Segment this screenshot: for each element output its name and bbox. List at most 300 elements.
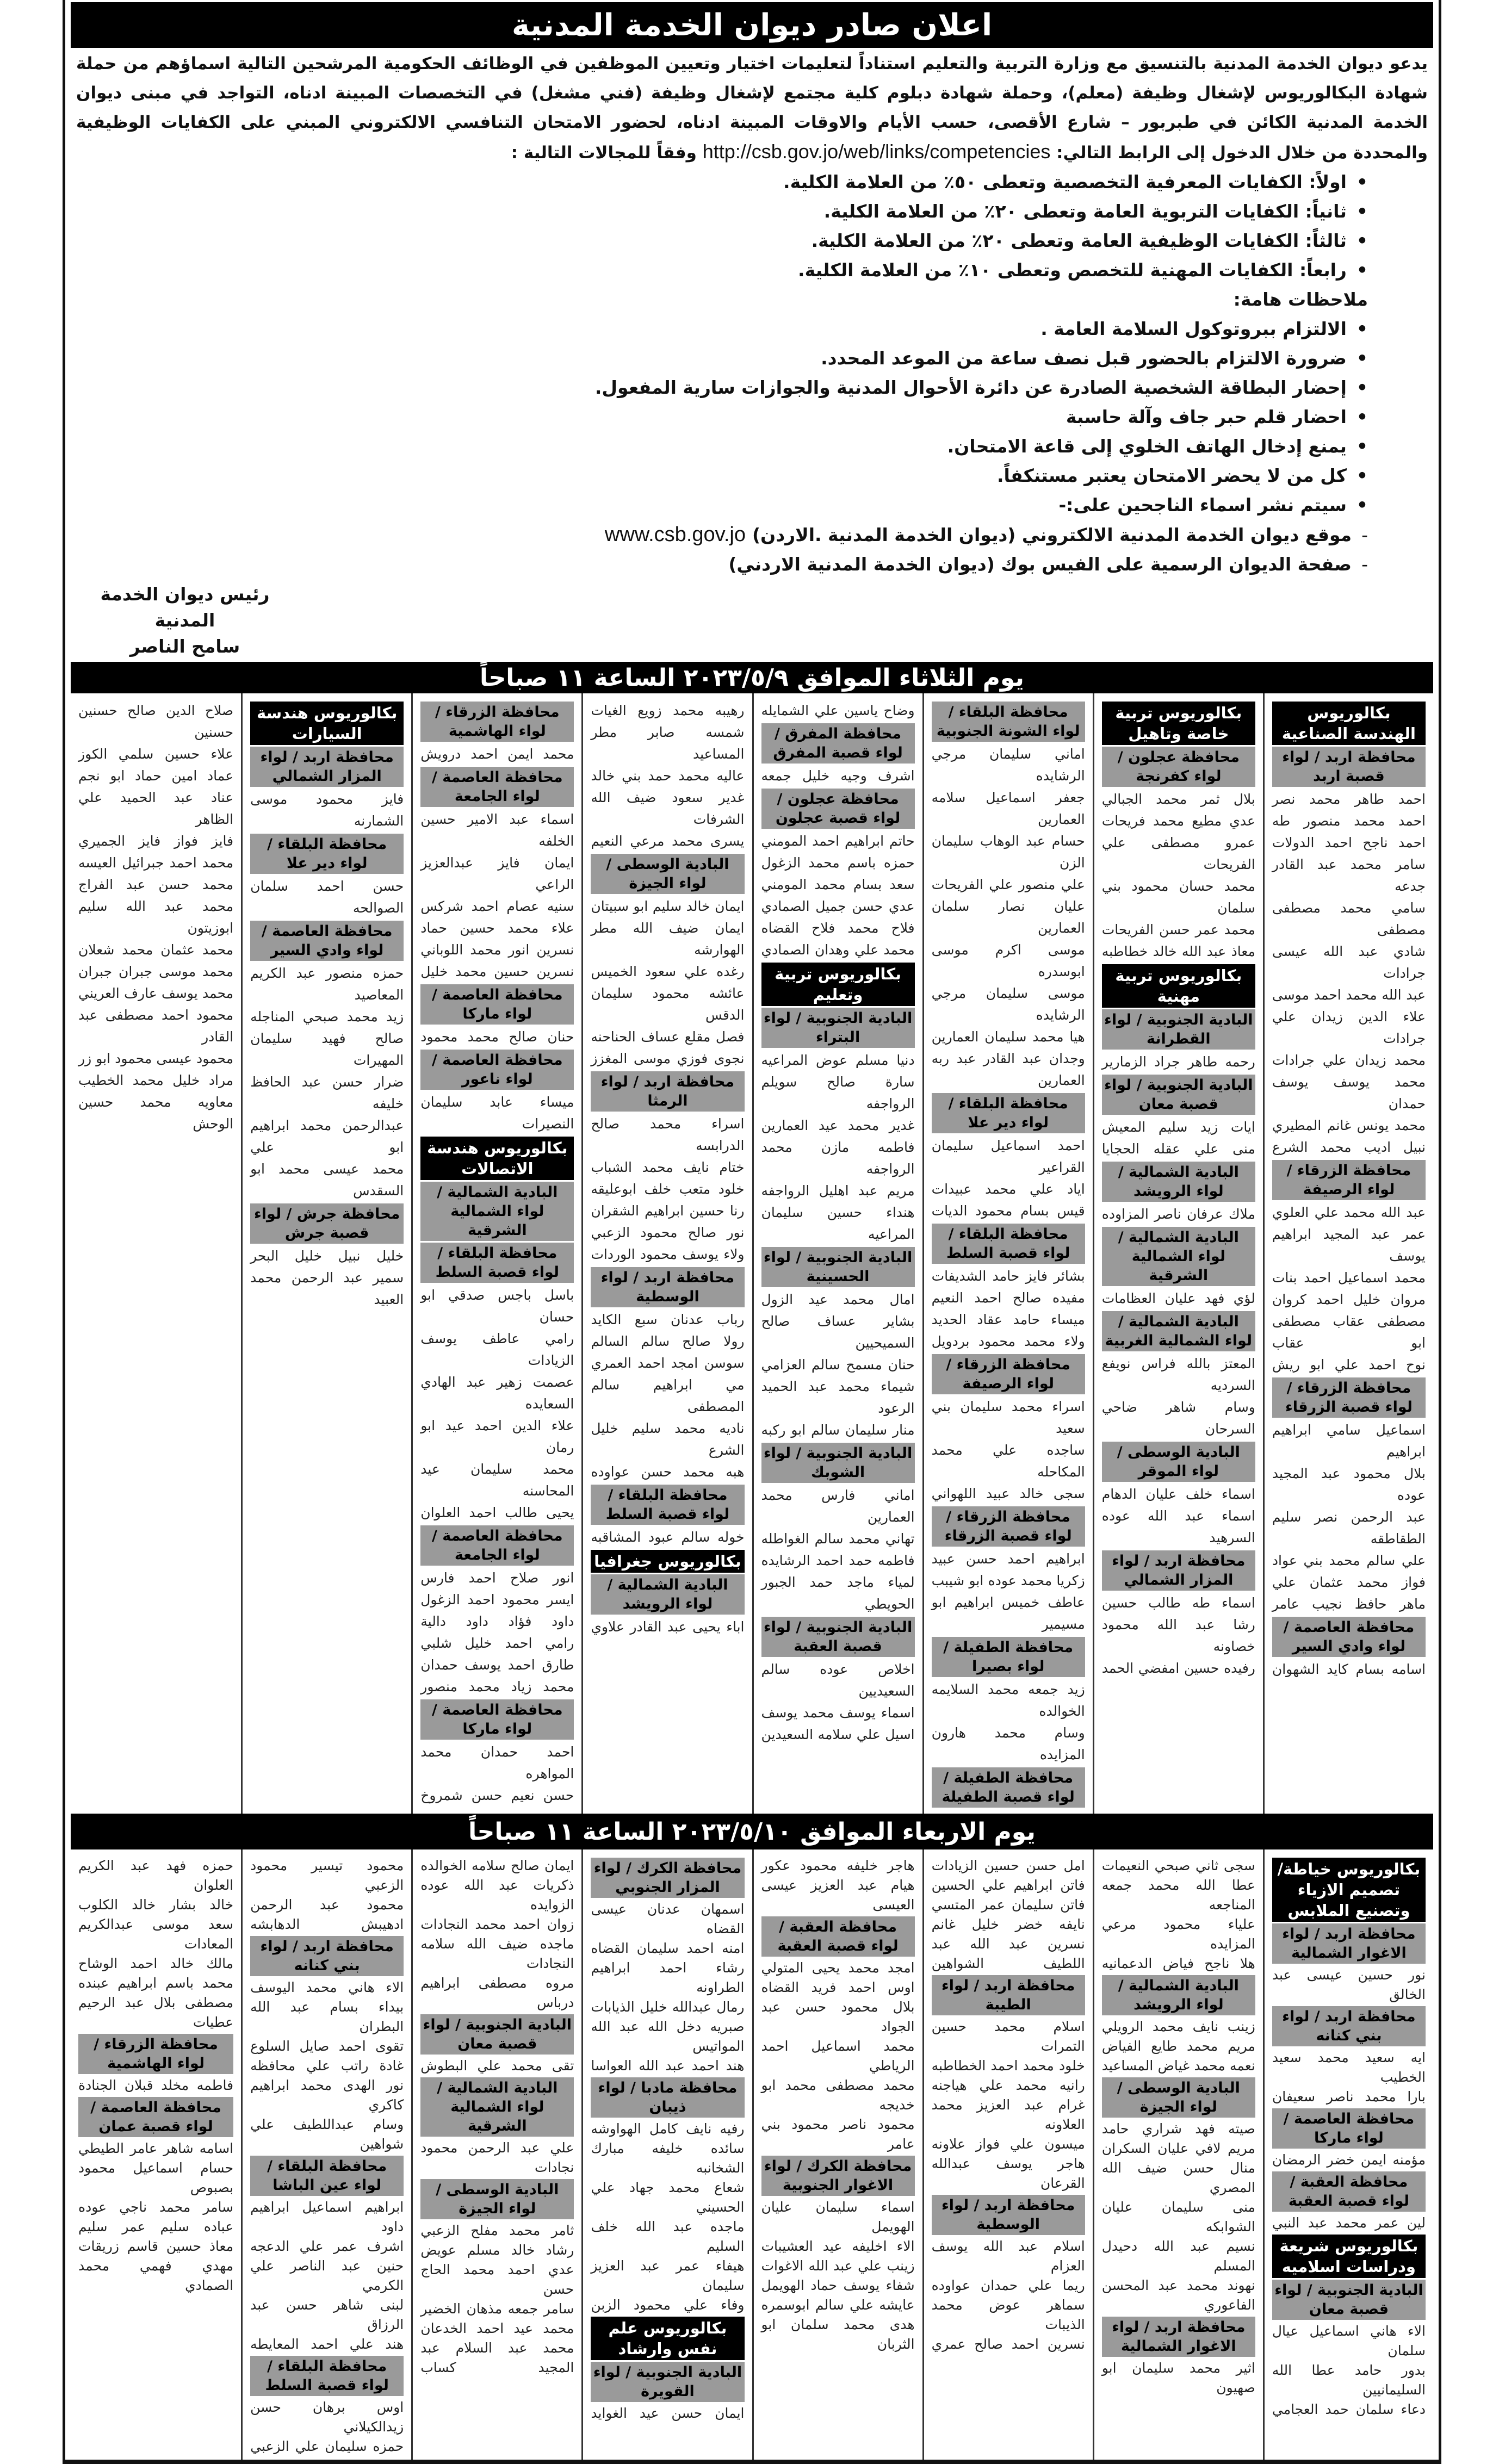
candidate-name: خلود محمد احمد الخطاطبه xyxy=(931,2058,1085,2074)
district-header: البادية الوسطى / لواء الجيزة xyxy=(420,2179,574,2219)
candidate-name: عدي احمد محمد الحاج حسن xyxy=(420,2262,574,2297)
candidate-name: محمد عثمان محمد شعلان xyxy=(78,942,234,958)
candidate-name: فلاح محمد فلاح القضاه xyxy=(761,920,915,936)
candidate-name: اسامه شاهر عامر الطيطي xyxy=(78,2140,234,2156)
candidate-name: وجدان عبد القادر عبد ربه العمارين xyxy=(931,1051,1085,1088)
candidate-name: ايمان حسن عيد الغوايد xyxy=(591,2405,745,2421)
specialization-header: بكالوريوس تربية مهنية xyxy=(1102,964,1255,1008)
candidate-name: سامر محمد عبد القادر جدعه xyxy=(1272,856,1426,894)
district-header: محافظة البلقاء / لواء قصبة السلط xyxy=(932,1224,1085,1264)
day-banner-text: يوم الثلاثاء الموافق ٢٠٢٣/٥/٩ الساعة ١١ صباحاً xyxy=(480,663,1024,692)
candidate-name: شيماء محمد عبد الحميد الرعود xyxy=(761,1379,915,1416)
candidate-name: لؤي فهد عليان العظامات xyxy=(1101,1290,1255,1306)
publish-website-text: موقع ديوان الخدمة المدنية الالكتروني (ديوان الخدمة المدنية .الاردن) xyxy=(752,524,1352,545)
candidate-name: نوح احمد علي ابو ريش xyxy=(1272,1357,1426,1373)
district-header: البادية الشمالية / لواء الرويشد xyxy=(1102,1162,1255,1202)
specialization-header: بكالوريوس هندسة الاتصالات xyxy=(420,1137,574,1180)
candidate-name: محمد عيسى محمد ابو السقدس xyxy=(250,1161,404,1199)
candidate-name: اسيل علي سلامه السعيدين xyxy=(761,1727,915,1742)
candidate-name: امل حسن حسين الزيادات xyxy=(931,1858,1085,1873)
candidate-name: غادة راتب علي محافظه xyxy=(250,2058,404,2074)
candidate-name: منى سليمان عليان الشوابكه xyxy=(1101,2199,1255,2235)
candidate-name: عبد الله محمد علي العلوي xyxy=(1272,1205,1426,1220)
candidate-name: محمود ناصر محمود بني عامر xyxy=(761,2117,915,2152)
candidate-name: ايمان فايز عبدالعزيز الراعي xyxy=(420,855,574,892)
day-banner-tuesday xyxy=(71,662,1433,693)
candidate-name: ذكريات عبد الله عوده الزوايده xyxy=(420,1877,574,1913)
candidate-name: نور صالح محمود الزعبي xyxy=(591,1225,745,1240)
candidate-name: عدي حسن جميل الصمادي xyxy=(761,898,915,914)
candidate-name: نجوى فوزي موسى المغزز xyxy=(591,1051,745,1066)
candidates-column xyxy=(411,1849,581,2460)
candidate-name: بدور حامد عطا الله السليمانيين xyxy=(1272,2362,1426,2398)
candidate-name: ابراهيم احمد حسن عبيد xyxy=(931,1551,1085,1567)
candidate-name: احمد طاهر محمد نصر xyxy=(1272,791,1426,807)
candidate-name: معاذ حسين قاسم زريقات xyxy=(78,2238,234,2254)
candidate-name: شمسه صابر مطر المساعيد xyxy=(591,724,745,762)
candidate-name: مصطفى عقاب مصطفى ابو عقاب xyxy=(1272,1313,1426,1351)
candidate-name: ضرار حسن عبد الحافظ خليفه xyxy=(250,1074,404,1112)
district-header: محافظة اربد / لواء قصبة اربد xyxy=(1272,747,1426,787)
candidate-name: صلاح الدين صالح حسنين حسنين xyxy=(78,703,234,740)
candidate-name: علاء حسين سلمي الكوز xyxy=(78,746,234,762)
candidate-name: موسى اكرم موسى ابوسدره xyxy=(931,942,1085,979)
intro-paragraph xyxy=(71,48,1433,167)
candidate-name: منار سليمان سالم ابو ركبه xyxy=(761,1422,915,1438)
candidate-name: امنه احمد سليمان القضاه xyxy=(591,1940,745,1956)
candidate-name: اسمهان عدنان عيسى القضاه xyxy=(591,1901,745,1937)
candidate-name: اوس برهان حسن زيدالكيلاني xyxy=(250,2399,404,2435)
candidates-column xyxy=(1263,1849,1433,2460)
publish-facebook-text: صفحة الديوان الرسمية على الفيس بوك (ديوان الخدمة المدنية الاردني) xyxy=(728,554,1352,575)
district-header: محافظة العاصمة / لواء ناعور xyxy=(420,1050,574,1090)
candidate-name: ثامر محمد مفلح الزعبي xyxy=(420,2223,574,2238)
district-header: البادية الجنوبية / لواء قصبة معان xyxy=(420,2014,574,2055)
district-header: محافظة اربد / لواء الوسطية xyxy=(591,1267,744,1307)
candidate-name: عاليه محمد حمد بني خالد xyxy=(591,768,745,784)
candidate-name: هدى محمد سلمان ابو الثربان xyxy=(761,2317,915,2352)
candidate-name: اوس احمد فريد القضاه xyxy=(761,1979,915,1995)
candidate-name: محمود احمد مصطفى عبد القادر xyxy=(78,1007,234,1045)
district-header: البادية الشمالية / لواء الرويشد xyxy=(1102,1975,1255,2015)
candidate-name: عمرو مصطفى علي الفريحات xyxy=(1101,835,1255,872)
district-header: البادية الشمالية / لواء الشمالية الشرقية xyxy=(420,2077,574,2137)
candidate-name: يحيى طالب احمد العلوان xyxy=(420,1505,574,1520)
candidate-name: زيد محمد صبحي المناجله xyxy=(250,1009,404,1025)
candidate-name: عطا الله محمد جمعه المناجعه xyxy=(1101,1877,1255,1913)
candidate-name: هنداء حسين سليمان المراعيه xyxy=(761,1205,915,1242)
district-header: محافظة العقبة / لواء قصبة العقبة xyxy=(1272,2171,1426,2212)
candidate-name: اخلاص عوده سالم السعيديين xyxy=(761,1661,915,1699)
candidate-name: محمد يونس غانم المطيري xyxy=(1272,1118,1426,1133)
district-header: البادية الوسطى / لواء الموقر xyxy=(1102,1442,1255,1482)
candidate-name: حمزه باسم محمد الزغول xyxy=(761,855,915,871)
district-header: محافظة البلقاء / لواء دير علا xyxy=(250,834,404,874)
candidate-name: محمد يوسف عارف العريني xyxy=(78,985,234,1001)
candidate-name: اسماء خلف عليان الدهام xyxy=(1101,1486,1255,1502)
district-header: محافظة الكرك / لواء المزار الجنوبي xyxy=(591,1858,744,1898)
candidate-name: صبريه دخل الله عبد الله المواتيس xyxy=(591,2019,745,2054)
candidate-name: هيام عبد العزيز عيسى العيسى xyxy=(761,1877,915,1913)
candidate-name: رانيه محمد علي هياجنه xyxy=(931,2077,1085,2093)
candidate-name: اسماء سليمان عليان الهويمل xyxy=(761,2199,915,2235)
district-header: محافظة اربد / لواء الوسطية xyxy=(932,2195,1085,2235)
candidate-name: بشاير عساف صالح السميحيين xyxy=(761,1313,915,1351)
district-header: محافظة العاصمة / لواء ماركا xyxy=(420,984,574,1025)
district-header: محافظة مادبا / لواء ذيبان xyxy=(591,2077,744,2118)
candidate-name: سجى خالد عبيد اللهواني xyxy=(931,1486,1085,1501)
candidate-name: محمد حسن عبد الفراج xyxy=(78,877,234,892)
candidates-column xyxy=(1093,1849,1263,2460)
candidate-name: اسماء يوسف محمد يوسف xyxy=(761,1705,915,1721)
candidate-name: اسراء محمد صالح الدرابسه xyxy=(591,1116,745,1153)
district-header: محافظة البلقاء / لواء قصبة السلط xyxy=(250,2356,404,2396)
candidate-name: محمد مصطفى محمد ابو خديجه xyxy=(761,2077,915,2113)
candidate-name: خلود متعب خلف ابوعليقه xyxy=(591,1181,745,1197)
candidate-name: نسرين عبد الله عبد اللطيف الشواهين xyxy=(931,1936,1085,1971)
candidate-name: عباده سليم عمر سليم xyxy=(78,2219,234,2235)
candidate-name: امجد محمد يحيى المتولي xyxy=(761,1960,915,1976)
title-text: اعلان صادر ديوان الخدمة المدنية xyxy=(511,7,993,43)
criterion: • اولاً: الكفايات المعرفية التخصصية وتعطى ٥٠٪ من العلامة الكلية. xyxy=(71,167,1368,197)
candidate-name: دنيا مسلم عوض المراعيه xyxy=(761,1052,915,1068)
district-header: محافظة البلقاء / لواء دير علا xyxy=(932,1093,1085,1133)
district-header: محافظة الطفيلة / لواء قصبة الطفيلة xyxy=(932,1767,1085,1808)
candidate-name: مؤمنه ايمن خضر الرمضان xyxy=(1272,2152,1426,2168)
candidate-name: عبد الله محمد احمد موسى xyxy=(1272,987,1426,1003)
candidate-name: محمد موسى جبران جبران xyxy=(78,964,234,979)
candidates-table-tuesday xyxy=(71,693,1433,1814)
candidate-name: ايه سعيد محمد سعيد الخطيب xyxy=(1272,2050,1426,2085)
candidate-name: لمياء ماجد حمد الجبور الحويطي xyxy=(761,1574,915,1612)
note: • يمنع إدخال الهاتف الخلوي إلى قاعة الامتحان. xyxy=(71,432,1368,461)
candidate-name: محمد اسماعيل احمد بنات xyxy=(1272,1270,1426,1286)
candidate-name: نسرين انور محمد اللوباني xyxy=(420,942,574,958)
criteria-and-notes-list xyxy=(71,167,1433,579)
specialization-header: بكالوريوس هندسة السيارات xyxy=(250,702,404,745)
district-header: محافظة اربد / لواء المزار الشمالي xyxy=(1102,1550,1255,1591)
candidate-name: محمد زياد محمد منصور xyxy=(420,1679,574,1695)
candidate-name: ايمان صالح سلامه الخوالده xyxy=(420,1858,574,1873)
candidate-name: اشرف عمر علي الدعجه xyxy=(250,2238,404,2254)
candidate-name: محمد عبد السلام عبد المجيد كساب xyxy=(420,2340,574,2375)
district-header: البادية الشمالية / لواء الشمالية الشرقية xyxy=(1102,1227,1255,1286)
district-header: محافظة البلقاء / لواء الشونة الجنوبية xyxy=(932,702,1085,742)
candidate-name: ميساء عابد سليمان النصيرات xyxy=(420,1094,574,1132)
candidate-name: علي منصور علي الفريحات xyxy=(931,877,1085,892)
candidates-column xyxy=(752,693,922,1814)
day-banner-text: يوم الاربعاء الموافق ٢٠٢٣/٥/١٠ الساعة ١١ صباحاً xyxy=(468,1817,1036,1846)
announcement-title xyxy=(71,2,1433,48)
specialization-header: بكالوريوس شريعة ودراسات اسلاميه xyxy=(1272,2235,1426,2278)
candidates-column xyxy=(922,693,1093,1814)
candidate-name: فاتن ابراهيم علي الحسين xyxy=(931,1877,1085,1893)
candidate-name: سمير عبد الرحمن محمد العبيد xyxy=(250,1270,404,1307)
candidate-name: فاطمه مخلد قبلان الجنادة xyxy=(78,2077,234,2093)
candidate-name: نبيل اديب محمد الشرع xyxy=(1272,1139,1426,1155)
specialization-header: بكالوريوس تربية خاصة وتاهيل xyxy=(1102,702,1255,745)
district-header: البادية الشمالية / لواء الشمالية الشرقية xyxy=(420,1182,574,1241)
candidate-name: اسماء عبد الامير حسين الخلفه xyxy=(420,811,574,849)
district-header: محافظة الزرقاء / لواء الهاشمية xyxy=(78,2034,233,2074)
candidate-name: ماهر حافظ نجيب عامر xyxy=(1272,1596,1426,1612)
candidate-name: عبد الرحمن نصر سليم الطقاطقه xyxy=(1272,1509,1426,1547)
district-header: محافظة اربد / لواء الطيبة xyxy=(932,1975,1085,2015)
candidates-column xyxy=(922,1849,1093,2460)
candidate-name: هند علي احمد المعايطه xyxy=(250,2336,404,2352)
candidate-name: علاء الدين زيدان علي جرادات xyxy=(1272,1009,1426,1046)
candidate-name: نسرين حسين محمد خليل xyxy=(420,964,574,979)
candidate-name: بارا محمد ناصر سعيفان xyxy=(1272,2089,1426,2105)
candidate-name: هلا ناجح فياض الدعمانيه xyxy=(1101,1956,1255,1971)
candidate-name: محمود عبد الرحمن ادهيبش الدهابشه xyxy=(250,1897,404,1932)
district-header: محافظة العاصمة / لواء الجامعة xyxy=(420,1525,574,1566)
candidate-name: وسام شاهر ضاحي السرحان xyxy=(1101,1399,1255,1437)
candidate-name: مي ابراهيم سالم المصطفى xyxy=(591,1377,745,1414)
candidate-name: عدي مطيع محمد فريحات xyxy=(1101,813,1255,829)
candidate-name: حمزه سليمان علي الزعبي xyxy=(250,2438,404,2454)
candidate-name: هبه محمد حسن عواوده xyxy=(591,1464,745,1480)
district-header: البادية الجنوبية / لواء القطرانة xyxy=(1102,1009,1255,1050)
candidate-name: الاء هاني اسماعيل عيال سلمان xyxy=(1272,2323,1426,2359)
candidate-name: محمد عيد احمد الخدعان xyxy=(420,2320,574,2336)
candidate-name: هيفاء عمر عبد العزيز سليمان xyxy=(591,2258,745,2293)
candidate-name: بلال محمود حسن عبد الجواد xyxy=(761,1999,915,2034)
publish-website xyxy=(71,520,1368,550)
district-header: محافظة الزرقاء / لواء الهاشمية xyxy=(420,702,574,742)
candidate-name: مروه مصطفى ابراهيم درباس xyxy=(420,1975,574,2010)
candidate-name: رغده علي سعود الخميس xyxy=(591,964,745,979)
candidate-name: رنا حسين ابراهيم الشقران xyxy=(591,1203,745,1219)
district-header: محافظة اربد / لواء الرمثا xyxy=(591,1071,744,1112)
candidate-name: خوله سالم عبود المشاقبه xyxy=(591,1529,745,1545)
candidate-name: الاء هاني محمد اليوسف xyxy=(250,1979,404,1995)
candidate-name: احمد محمد منصور طه xyxy=(1272,813,1426,829)
district-header: محافظة الكرك / لواء الاغوار الجنوبية xyxy=(761,2156,915,2196)
candidate-name: حنين عبد الناصر علي الكرمي xyxy=(250,2258,404,2293)
candidate-name: مريم محمد طايع الفياض xyxy=(1101,2038,1255,2054)
candidate-name: طارق احمد يوسف حمدان xyxy=(420,1657,574,1673)
candidate-name: وفاء علي محمود الزبن xyxy=(591,2297,745,2313)
district-header: محافظة البلقاء / لواء عين الباشا xyxy=(250,2156,404,2196)
candidate-name: صيته فهد شراري حامد xyxy=(1101,2121,1255,2137)
district-header: البادية الشمالية / لواء الرويشد xyxy=(591,1574,744,1615)
candidate-name: حسام عبد الوهاب سليمان الزن xyxy=(931,833,1085,871)
candidates-column xyxy=(241,693,411,1814)
candidate-name: هند احمد عبد الله العواسا xyxy=(591,2058,745,2074)
candidate-name: هاجر خليفه محمود عكور xyxy=(761,1858,915,1873)
notes-heading: ملاحظات هامة: xyxy=(1233,289,1368,310)
candidate-name: حمزه منصور عبد الكريم المعاصيد xyxy=(250,965,404,1003)
district-header: محافظة العاصمة / لواء ماركا xyxy=(1272,2108,1426,2149)
candidates-table-wednesday xyxy=(71,1849,1433,2460)
candidate-name: مهدي فهمي محمد الصمادي xyxy=(78,2258,234,2293)
candidate-name: احمد حمدان محمد المواهره xyxy=(420,1744,574,1782)
criterion: • ثالثاً: الكفايات الوظيفية العامة وتعطى ٢٠٪ من العلامة الكلية. xyxy=(71,226,1368,256)
candidate-name: محمد يوسف يوسف حمدان xyxy=(1272,1074,1426,1112)
candidate-name: امال محمد عيد الزول xyxy=(761,1292,915,1307)
candidate-name: اسماء طه طالب حسين xyxy=(1101,1595,1255,1611)
candidate-name: حسام اسماعيل محمود بصبوص xyxy=(78,2160,234,2195)
district-header: محافظة المفرق / لواء قصبة المفرق xyxy=(761,723,915,764)
candidate-name: فاطمه مازن محمد الرواجفه xyxy=(761,1139,915,1177)
candidate-name: رامي احمد خليل شلبي xyxy=(420,1635,574,1651)
candidate-name: رشاء احمد ابراهيم الطراونه xyxy=(591,1960,745,1995)
competencies-link[interactable]: http://csb.gov.jo/web/links/competencies xyxy=(702,140,1051,163)
district-header: محافظة العاصمة / لواء وادي السير xyxy=(250,921,404,961)
candidate-name: معاويه محمد حسين الوحش xyxy=(78,1094,234,1132)
day-banner-wednesday xyxy=(71,1814,1433,1849)
candidate-name: حاتم ابراهيم احمد المومني xyxy=(761,833,915,849)
candidates-column xyxy=(581,1849,752,2460)
candidate-name: مريم عبد اهليل الرواجفه xyxy=(761,1183,915,1199)
candidate-name: غدير سعود ضيف الله الشرفات xyxy=(591,790,745,827)
candidate-name: عايشه علي سالم ابوسمره xyxy=(761,2297,915,2313)
candidate-name: سجى ثاني صبحي النعيمات xyxy=(1101,1858,1255,1873)
candidate-name: محمد زيدان علي جرادات xyxy=(1272,1052,1426,1068)
candidate-name: مروان خليل احمد كروان xyxy=(1272,1292,1426,1307)
candidate-name: ميسون علي فواز علاونه xyxy=(931,2136,1085,2152)
candidate-name: عصمت زهير عبد الهادي السعايده xyxy=(420,1374,574,1412)
candidate-name: منى علي عقله الحجايا xyxy=(1101,1141,1255,1157)
candidate-name: بلال ثمر محمد الجبالي xyxy=(1101,791,1255,807)
candidate-name: مريم لافي عليان السكران xyxy=(1101,2140,1255,2156)
candidate-name: اياد علي محمد عبيدات xyxy=(931,1181,1085,1197)
district-header: البادية الجنوبية / لواء قصبة معان xyxy=(1102,1075,1255,1115)
candidate-name: حمزه فهد عبد الكريم العلوان xyxy=(78,1858,234,1893)
district-header: محافظة الزرقاء / لواء قصبة الزرقاء xyxy=(1272,1377,1426,1418)
candidate-name: مالك خالد احمد الوشاح xyxy=(78,1956,234,1971)
candidate-name: سوسن امجد احمد العمري xyxy=(591,1355,745,1371)
candidate-name: بلال محمود عبد المجيد عوده xyxy=(1272,1466,1426,1503)
candidate-name: عمر عبد المجيد ابراهيم يوسف xyxy=(1272,1226,1426,1264)
candidate-name: المعتز بالله فراس نويفع السرديه xyxy=(1101,1356,1255,1393)
candidates-column xyxy=(71,693,241,1814)
candidate-name: رفيه نايف كامل الهواوشه xyxy=(591,2121,745,2137)
candidate-name: سامر محمد ناجي عوده xyxy=(78,2199,234,2215)
candidate-name: فاطمه حمد احمد الرشايده xyxy=(761,1553,915,1568)
note: • كل من لا يحضر الامتحان يعتبر مستنكفاً. xyxy=(71,461,1368,491)
district-header: محافظة العاصمة / لواء وادي السير xyxy=(1272,1617,1426,1657)
specialization-header: بكالوريوس جغرافيا xyxy=(591,1550,744,1573)
candidates-column xyxy=(411,693,581,1814)
candidate-name: ماجده عبد الله خلف السليم xyxy=(591,2219,745,2254)
candidate-name: محمود تيسير محمود الزعبي xyxy=(250,1858,404,1893)
candidate-name: عاطف خميس ابراهيم ابو مسيمير xyxy=(931,1594,1085,1632)
signature-role: رئيس ديوان الخدمة المدنية xyxy=(100,584,270,631)
candidate-name: زيد جمعه محمد السلايمه الخوالده xyxy=(931,1681,1085,1719)
intro-text-end: وفقاً للمجالات التالية : xyxy=(511,143,697,163)
candidate-name: محمود عيسى محمود ابو زر xyxy=(78,1051,234,1066)
candidate-name: سائده خليفه مبارك الشخانبه xyxy=(591,2140,745,2176)
candidate-name: وسام محمد هارون المزايده xyxy=(931,1725,1085,1762)
candidate-name: رامي عاطف يوسف الزيادات xyxy=(420,1331,574,1368)
candidate-name: رولا صالح سالم السالم xyxy=(591,1333,745,1349)
district-header: محافظة اربد / لواء بني كنانه xyxy=(250,1936,404,1976)
candidate-name: خليل نبيل خليل البحر xyxy=(250,1248,404,1264)
candidate-name: انور صلاح احمد فارس xyxy=(420,1570,574,1586)
specialization-header: بكالوريوس علم نفس وارشاد xyxy=(591,2317,744,2360)
candidate-name: وسام عبداللطيف علي شواهين xyxy=(250,2117,404,2152)
district-header: محافظة الزرقاء / لواء الرصيفة xyxy=(932,1354,1085,1394)
candidate-name: ماجده ضيف الله سلامه النجادات xyxy=(420,1936,574,1971)
candidate-name: اثير محمد سليمان ابو صهيون xyxy=(1101,2360,1255,2395)
candidate-name: ايات زيد سليم المعيش xyxy=(1101,1119,1255,1135)
candidate-name: فصل مقلع عساف الحناحنه xyxy=(591,1029,745,1045)
candidate-name: نسرين احمد صالح عمري xyxy=(931,2336,1085,2352)
candidate-name: فايز محمود موسى الشمارنه xyxy=(250,791,404,829)
candidate-name: نسيم عبد الله دحيدل المسلم xyxy=(1101,2238,1255,2274)
candidate-name: مراد خليل محمد الخطيب xyxy=(78,1072,234,1088)
candidate-name: مفيده صالح احمد النعيم xyxy=(931,1290,1085,1306)
candidate-name: سارة صالح سويلم الرواجفه xyxy=(761,1074,915,1112)
candidate-name: محمد عمر حسن الفريحات xyxy=(1101,922,1255,938)
district-header: محافظة البلقاء / لواء قصبة السلط xyxy=(420,1243,574,1283)
district-header: محافظة العاصمة / لواء ماركا xyxy=(420,1699,574,1740)
specialization-header: بكالوريوس خياطة/تصميم الازياء وتصنيع الملابس xyxy=(1272,1858,1426,1922)
candidate-name: محمد باسم ابراهيم عبنده xyxy=(78,1975,234,1991)
candidate-name: لبنى شاهر حسن عبد الرزاق xyxy=(250,2297,404,2332)
intro-text: يدعو ديوان الخدمة المدنية بالتنسيق مع وزارة التربية والتعليم استناداً لتعليمات اختيار وتعيين الموظفين في الوظائف الحكومية المرشحين التالية اسماؤهم من حملة شهادة البكالوريوس لإشغال وظيفة (معلم)، وحملة شهادة دبلوم كلية مجتمع لإشغال وظيفة (فني مشغل) في التخصصات المبينة ادناه، التواجد في مبنى ديوان الخدمة المدنية الكائن في طبربور – شارع الأقصى، حسب الأيام والاوقات المبينة ادناه، لحضور الامتحان التنافسي الالكتروني المبني على الكفايات الوظيفية والمحددة من خلال الدخول إلى الرابط التالي: xyxy=(76,54,1428,163)
candidate-name: زكريا محمد عوده ابو شيبب xyxy=(931,1573,1085,1588)
candidate-name: علاء محمد حسين حماد xyxy=(420,920,574,936)
candidates-column xyxy=(71,1849,241,2460)
candidates-column xyxy=(1263,693,1433,1814)
district-header: محافظة عجلون / لواء كفرنجة xyxy=(1102,747,1255,787)
candidate-name: ريما علي حمدان عواوده xyxy=(931,2277,1085,2293)
candidate-name: علي عبد الرحمن محمود نجادات xyxy=(420,2140,574,2175)
candidate-name: ميساء حامد عقاد الحديد xyxy=(931,1312,1085,1327)
candidate-name: ولاء محمد محمود بردويل xyxy=(931,1333,1085,1349)
candidate-name: محمد ايمن احمد درويش xyxy=(420,746,574,762)
announcement-frame xyxy=(63,0,1441,2464)
candidate-name: موسى سليمان مرجي الرشايده xyxy=(931,985,1085,1023)
district-header: البادية الجنوبية / لواء قصبة معان xyxy=(1272,2280,1426,2320)
district-header: محافظة اربد / لواء الاغوار الشمالية xyxy=(1102,2317,1255,2357)
candidate-name: شعاع محمد جهاد علي الحسيني xyxy=(591,2180,745,2215)
candidate-name: عليان نصار سلمان العمارين xyxy=(931,898,1085,936)
candidate-name: بشائر فايز حامد الشديفات xyxy=(931,1268,1085,1284)
specialization-header: بكالوريوس تربية وتعليم xyxy=(761,963,915,1006)
candidate-name: اسماء عبد الله عوده السرهيد xyxy=(1101,1508,1255,1546)
candidate-name: رفيده حسين امفضي الحمد xyxy=(1101,1660,1255,1676)
district-header: محافظة اربد / لواء المزار الشمالي xyxy=(250,747,404,787)
district-header: محافظة اربد / لواء الاغوار الشمالية xyxy=(1272,1923,1426,1964)
signature-block xyxy=(82,581,288,660)
candidate-name: معاذ عبد الله خالد خطاطبه xyxy=(1101,944,1255,959)
candidate-name: ايمان خالد سليم ابو سبيتان xyxy=(591,898,745,914)
candidate-name: رهيبه محمد زويع الغيات xyxy=(591,703,745,718)
website-link[interactable]: www.csb.gov.jo xyxy=(604,523,746,546)
candidate-name: ساجده علي محمد المكاحله xyxy=(931,1442,1085,1480)
candidate-name: سامي محمد مصطفى مصطفى xyxy=(1272,900,1426,938)
candidate-name: سامر جمعه مذهان الخضير xyxy=(420,2301,574,2317)
district-header: محافظة البلقاء / لواء قصبة السلط xyxy=(591,1485,744,1525)
candidate-name: نعمه محمد غياض المساعيد xyxy=(1101,2058,1255,2074)
signature-name: سامح الناصر xyxy=(129,636,240,657)
district-header: محافظة الزرقاء / لواء الرصيفة xyxy=(1272,1160,1426,1200)
district-header: البادية الشمالية / لواء الشمالية الغربية xyxy=(1102,1311,1255,1351)
candidate-name: اسلام محمد حسين التمرات xyxy=(931,2019,1085,2054)
criterion: • ثانياً: الكفايات التربوية العامة وتعطى ٢٠٪ من العلامة الكلية. xyxy=(71,197,1368,226)
district-header: البادية الجنوبية / لواء الشوبك xyxy=(761,1443,915,1483)
candidate-name: رحمه طاهر جراد الزمارير xyxy=(1101,1054,1255,1070)
candidate-name: تهاني محمد سالم الغواطله xyxy=(761,1531,915,1547)
note: • ضرورة الالتزام بالحضور قبل نصف ساعة من الموعد المحدد. xyxy=(71,344,1368,373)
candidate-name: احمد اسماعيل سليمان القراعير xyxy=(931,1138,1085,1175)
district-header: محافظة العاصمة / لواء قصبة عمان xyxy=(78,2097,233,2137)
candidate-name: نور الهدى محمد ابراهيم كاكري xyxy=(250,2077,404,2113)
